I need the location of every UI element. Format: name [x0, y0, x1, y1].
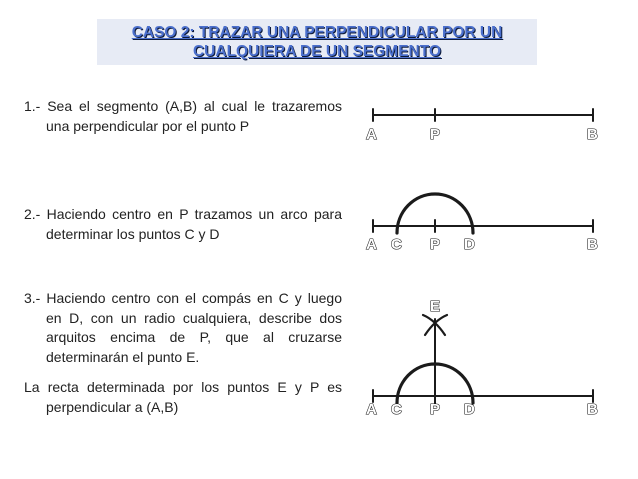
step-1-text: 1.- Sea el segmento (A,B) al cual le trazaremos una perpendicular por el punto P [24, 98, 342, 134]
figure-1-segment-ab [373, 109, 593, 121]
title-line-2: CUALQUIERA DE UN SEGMENTO [192, 43, 441, 60]
step-3-text: 3.- Haciendo centro con el compás en C y luego en D, con un radio cualquiera, describe dos arquitos encima de P, que al cruzarse determinarán el punto E. [24, 290, 342, 365]
conclusion-text: La recta determinada por los puntos E y P es perpendicular a (A,B) [24, 379, 342, 415]
label-b-fig2: B [587, 236, 598, 253]
label-a-fig1: A [366, 126, 377, 143]
title-box [97, 19, 537, 65]
title-line-1: CASO 2: TRAZAR UNA PERPENDICULAR POR UN [131, 24, 503, 41]
label-c-fig3: C [391, 401, 402, 418]
label-c-fig2: C [391, 236, 402, 253]
label-p-fig2: P [430, 236, 441, 253]
step-2-text: 2.- Haciendo centro en P trazamos un arco para determinar los puntos C y D [24, 206, 342, 242]
label-a-fig3: A [366, 401, 377, 418]
label-b-fig1: B [587, 126, 598, 143]
construction-diagram [350, 90, 620, 430]
label-e-fig3: E [430, 298, 441, 315]
label-p-fig1: P [430, 126, 441, 143]
label-p-fig3: P [430, 401, 441, 418]
figure-3-perpendicular-construction [373, 315, 593, 404]
label-a-fig2: A [366, 236, 377, 253]
label-d-fig2: D [464, 236, 475, 253]
figure-2-segment-with-arc [373, 194, 593, 233]
label-b-fig3: B [587, 401, 598, 418]
label-d-fig3: D [464, 401, 475, 418]
